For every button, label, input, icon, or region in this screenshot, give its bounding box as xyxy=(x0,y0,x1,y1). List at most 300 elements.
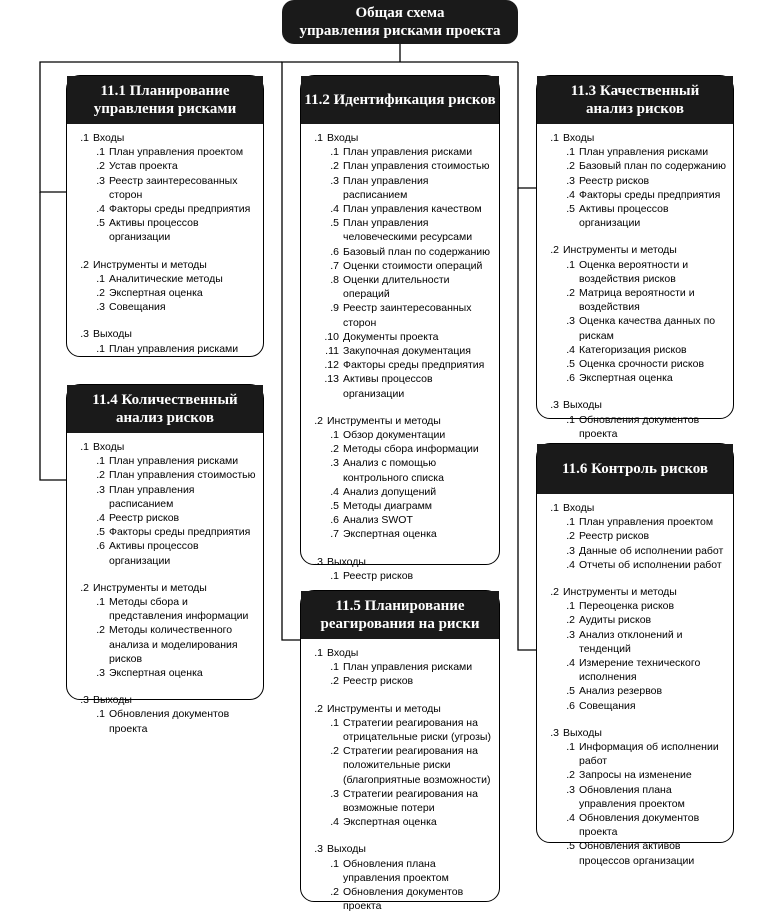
box-header xyxy=(301,76,499,124)
section-heading xyxy=(73,327,257,341)
item-number: .2 xyxy=(96,624,105,637)
item-text: Реестр рисков xyxy=(343,675,414,688)
box-header xyxy=(301,591,499,639)
section-number: .2 xyxy=(550,586,559,599)
item-text: Совещания xyxy=(579,699,636,712)
section-s3 xyxy=(307,842,493,913)
item-number: .3 xyxy=(566,174,575,187)
list-item xyxy=(543,314,727,342)
item-number: .6 xyxy=(96,540,105,553)
section-label: Входы xyxy=(563,502,595,514)
item-number: .3 xyxy=(330,174,339,187)
box-body xyxy=(67,124,263,356)
section-s3 xyxy=(543,398,727,441)
item-number: .1 xyxy=(96,146,105,159)
item-text: Реестр рисков xyxy=(579,174,650,187)
item-number: .3 xyxy=(96,667,105,680)
list-item xyxy=(543,145,727,159)
item-text: План управления рисками xyxy=(579,146,709,159)
item-number: .2 xyxy=(566,287,575,300)
list-item xyxy=(307,330,493,344)
list-item xyxy=(307,744,493,787)
item-number: .7 xyxy=(330,528,339,541)
item-number: .2 xyxy=(330,886,339,899)
item-number: .1 xyxy=(566,741,575,754)
list-item xyxy=(543,544,727,558)
item-text: Данные об исполнении работ xyxy=(579,544,724,557)
list-item xyxy=(307,145,493,159)
section-s1 xyxy=(73,440,257,568)
list-item xyxy=(307,372,493,400)
item-text: Факторы среды предприятия xyxy=(109,203,251,216)
process-box-11-2 xyxy=(300,75,500,582)
section-label: Выходы xyxy=(93,694,132,707)
section-number: .1 xyxy=(80,132,89,144)
item-text: Устав проекта xyxy=(109,160,178,173)
section-label: Инструменты и методы xyxy=(93,258,207,271)
section-number: .3 xyxy=(80,328,89,341)
item-number: .3 xyxy=(566,628,575,641)
item-number: .6 xyxy=(330,514,339,527)
item-text: Активы процессов организации xyxy=(109,217,199,244)
item-number: .6 xyxy=(330,245,339,258)
list-item xyxy=(307,716,493,744)
section-number: .1 xyxy=(550,132,559,144)
list-item xyxy=(73,707,257,735)
list-item xyxy=(73,623,257,666)
list-item xyxy=(73,159,257,173)
list-item xyxy=(543,529,727,543)
list-item xyxy=(543,783,727,811)
item-text: Активы процессов организации xyxy=(579,203,669,230)
item-text: План управления расписанием xyxy=(109,483,195,510)
box-title-line1: 11.3 Качественный xyxy=(570,83,700,99)
item-number: .2 xyxy=(566,160,575,173)
list-item xyxy=(307,358,493,372)
item-text: Обновления документов проекта xyxy=(343,886,464,913)
item-text: Обновления активов процессов организации xyxy=(579,840,695,867)
item-number: .5 xyxy=(96,526,105,539)
section-s1 xyxy=(307,131,493,401)
item-text: Закупочная документация xyxy=(343,345,471,358)
list-item xyxy=(307,428,493,442)
list-item xyxy=(73,202,257,216)
section-number: .3 xyxy=(314,843,323,856)
item-number: .4 xyxy=(566,188,575,201)
section-s2 xyxy=(73,258,257,315)
section-label: Выходы xyxy=(563,726,602,739)
list-item xyxy=(307,660,493,674)
item-number: .5 xyxy=(96,217,105,230)
item-text: Экспертная оценка xyxy=(109,287,203,300)
item-text: Реестр заинтересованных сторон xyxy=(109,174,238,201)
section-number: .3 xyxy=(550,726,559,739)
section-heading xyxy=(543,501,727,515)
section-label: Инструменты и методы xyxy=(93,581,207,594)
item-text: Экспертная оценка xyxy=(579,372,673,385)
item-text: Анализ резервов xyxy=(579,685,663,698)
list-item xyxy=(543,839,727,867)
item-number: .3 xyxy=(566,315,575,328)
list-item xyxy=(307,815,493,829)
section-label: Входы xyxy=(563,132,595,144)
diagram-title xyxy=(282,0,518,44)
list-item xyxy=(543,286,727,314)
item-number: .1 xyxy=(330,661,339,674)
item-text: Обновления документов проекта xyxy=(579,413,700,440)
list-item xyxy=(73,539,257,567)
list-item xyxy=(307,485,493,499)
list-item xyxy=(73,595,257,623)
list-item xyxy=(73,216,257,244)
section-s2 xyxy=(543,585,727,713)
list-item xyxy=(543,811,727,839)
diagram-title-line2: управления рисками проекта xyxy=(299,23,501,39)
item-number: .5 xyxy=(566,840,575,853)
list-item xyxy=(307,159,493,173)
box-header xyxy=(537,444,733,494)
section-number: .3 xyxy=(80,694,89,707)
list-item xyxy=(543,699,727,713)
item-text: Анализ отклонений и тенденций xyxy=(579,628,683,655)
list-item xyxy=(307,456,493,484)
item-number: .6 xyxy=(566,372,575,385)
item-number: .4 xyxy=(330,203,339,216)
process-box-11-3 xyxy=(536,75,734,440)
item-number: .4 xyxy=(566,812,575,825)
list-item xyxy=(307,273,493,301)
item-text: Матрица вероятности и воздействия xyxy=(579,287,695,314)
item-text: Обновления документов проекта xyxy=(579,812,700,839)
section-label: Выходы xyxy=(93,328,132,341)
item-number: .3 xyxy=(330,787,339,800)
item-number: .4 xyxy=(566,657,575,670)
box-title-line1: 11.1 Планирование xyxy=(100,83,230,99)
section-s1 xyxy=(543,501,727,572)
item-text: План управления расписанием xyxy=(343,174,429,201)
box-title-line1: 11.4 Количественный xyxy=(92,392,238,408)
item-number: .2 xyxy=(330,675,339,688)
item-text: Обновления плана управления проектом xyxy=(343,857,449,884)
item-text: План управления рисками xyxy=(343,146,473,159)
list-item xyxy=(307,569,493,583)
item-number: .9 xyxy=(330,302,339,315)
list-item xyxy=(543,258,727,286)
box-title-line2: анализ рисков xyxy=(586,101,684,117)
item-number: .4 xyxy=(566,558,575,571)
item-number: .2 xyxy=(566,530,575,543)
box-title-line1: 11.5 Планирование xyxy=(335,598,465,614)
item-text: Отчеты об исполнении работ xyxy=(579,558,722,571)
section-label: Инструменты и методы xyxy=(563,244,677,257)
item-number: .1 xyxy=(330,857,339,870)
item-number: .1 xyxy=(96,596,105,609)
item-text: План управления рисками xyxy=(109,342,239,355)
item-number: .4 xyxy=(330,485,339,498)
list-item xyxy=(543,174,727,188)
list-item xyxy=(73,174,257,202)
list-item xyxy=(73,272,257,286)
item-text: План управления рисками xyxy=(109,455,239,468)
item-number: .2 xyxy=(566,614,575,627)
item-text: Обзор документации xyxy=(343,429,446,442)
section-heading xyxy=(543,398,727,412)
list-item xyxy=(543,628,727,656)
list-item xyxy=(307,259,493,273)
list-item xyxy=(73,300,257,314)
list-item xyxy=(73,145,257,159)
item-text: Экспертная оценка xyxy=(109,667,203,680)
item-number: .4 xyxy=(96,512,105,525)
list-item xyxy=(307,344,493,358)
list-item xyxy=(307,857,493,885)
item-text: Оценка срочности рисков xyxy=(579,358,705,371)
section-heading xyxy=(543,131,727,145)
item-text: Анализ SWOT xyxy=(343,514,413,527)
box-body xyxy=(67,433,263,736)
list-item xyxy=(543,599,727,613)
section-number: .1 xyxy=(80,441,89,453)
section-label: Инструменты и методы xyxy=(327,414,441,427)
section-number: .1 xyxy=(314,647,323,659)
section-label: Входы xyxy=(93,441,125,453)
list-item xyxy=(543,413,727,441)
item-number: .1 xyxy=(96,455,105,468)
item-number: .1 xyxy=(566,516,575,529)
section-s2 xyxy=(73,581,257,680)
process-box-11-1 xyxy=(66,75,264,357)
box-body xyxy=(537,494,733,868)
list-item xyxy=(73,525,257,539)
item-text: Реестр рисков xyxy=(343,569,414,582)
section-s3 xyxy=(73,327,257,355)
item-text: Методы диаграмм xyxy=(343,500,433,513)
item-text: Анализ допущений xyxy=(343,485,437,498)
box-body xyxy=(537,124,733,441)
item-text: Категоризация рисков xyxy=(579,343,687,356)
list-item xyxy=(307,442,493,456)
section-s2 xyxy=(543,243,727,385)
section-s3 xyxy=(73,693,257,736)
section-s1 xyxy=(543,131,727,230)
item-text: Оценка вероятности и воздействия рисков xyxy=(579,258,689,285)
item-number: .2 xyxy=(96,469,105,482)
list-item xyxy=(543,202,727,230)
list-item xyxy=(73,454,257,468)
item-number: .3 xyxy=(96,483,105,496)
item-number: .1 xyxy=(566,146,575,159)
item-number: .4 xyxy=(566,343,575,356)
section-label: Инструменты и методы xyxy=(327,702,441,715)
item-number: .5 xyxy=(566,203,575,216)
item-number: .2 xyxy=(330,443,339,456)
item-number: .2 xyxy=(96,160,105,173)
item-text: План управления стоимостью xyxy=(343,160,490,173)
list-item xyxy=(543,740,727,768)
section-s1 xyxy=(307,646,493,689)
box-body xyxy=(301,639,499,913)
list-item xyxy=(543,159,727,173)
list-item xyxy=(73,468,257,482)
section-s1 xyxy=(73,131,257,245)
item-text: Активы процессов организации xyxy=(343,373,433,400)
section-heading xyxy=(307,702,493,716)
section-label: Входы xyxy=(327,647,359,659)
item-number: .1 xyxy=(96,342,105,355)
item-number: .5 xyxy=(566,358,575,371)
box-header xyxy=(67,385,263,433)
item-number: .10 xyxy=(324,330,339,343)
list-item xyxy=(307,174,493,202)
section-heading xyxy=(307,646,493,660)
section-heading xyxy=(543,726,727,740)
item-text: Реестр рисков xyxy=(579,530,650,543)
item-text: Запросы на изменение xyxy=(579,769,692,782)
section-heading xyxy=(543,585,727,599)
list-item xyxy=(73,286,257,300)
list-item xyxy=(73,342,257,356)
item-number: .4 xyxy=(96,203,105,216)
section-number: .2 xyxy=(80,581,89,594)
item-text: Переоценка рисков xyxy=(579,600,675,613)
item-text: План управления человеческими ресурсами xyxy=(343,217,473,244)
list-item xyxy=(307,885,493,913)
section-number: .2 xyxy=(550,244,559,257)
section-s2 xyxy=(307,414,493,542)
list-item xyxy=(73,511,257,525)
item-text: План управления проектом xyxy=(579,516,714,529)
section-heading xyxy=(73,693,257,707)
item-text: Информация об исполнении работ xyxy=(579,741,719,768)
list-item xyxy=(307,499,493,513)
item-text: План управления проектом xyxy=(109,146,244,159)
item-text: Методы сбора информации xyxy=(343,443,479,456)
item-text: Аудиты рисков xyxy=(579,614,652,627)
list-item xyxy=(543,558,727,572)
list-item xyxy=(307,216,493,244)
item-text: Стратегии реагирования на отрицательные риски (угрозы) xyxy=(343,716,491,744)
list-item xyxy=(307,527,493,541)
diagram-title-line1: Общая схема xyxy=(355,5,445,21)
item-text: Анализ с помощью контрольного списка xyxy=(343,457,444,484)
section-heading xyxy=(307,555,493,569)
item-text: План управления качеством xyxy=(343,203,482,216)
section-heading xyxy=(307,131,493,145)
item-text: Базовый план по содержанию xyxy=(579,160,727,173)
item-number: .2 xyxy=(96,287,105,300)
item-text: Факторы среды предприятия xyxy=(343,359,485,372)
item-number: .3 xyxy=(96,174,105,187)
section-label: Выходы xyxy=(327,843,366,856)
list-item xyxy=(543,343,727,357)
section-heading xyxy=(307,414,493,428)
process-box-11-6 xyxy=(536,443,734,867)
item-number: .2 xyxy=(330,160,339,173)
list-item xyxy=(307,301,493,329)
item-text: Стратегии реагирования на возможные потери xyxy=(343,787,478,815)
item-text: Активы процессов организации xyxy=(109,540,199,567)
box-title-line1: 11.2 Идентификация рисков xyxy=(304,92,496,108)
section-number: .2 xyxy=(80,258,89,271)
item-number: .1 xyxy=(330,429,339,442)
list-item xyxy=(543,613,727,627)
item-text: Аналитические методы xyxy=(109,272,223,285)
item-text: Методы количественного анализа и моделирования рисков xyxy=(109,624,238,665)
item-text: Факторы среды предприятия xyxy=(579,188,721,201)
item-text: Реестр заинтересованных сторон xyxy=(343,302,472,329)
item-text: План управления рисками xyxy=(343,661,473,674)
section-heading xyxy=(73,258,257,272)
item-number: .3 xyxy=(330,457,339,470)
item-text: Экспертная оценка xyxy=(343,528,437,541)
section-number: .1 xyxy=(550,502,559,514)
process-box-11-4 xyxy=(66,384,264,735)
item-text: План управления стоимостью xyxy=(109,469,256,482)
box-title-line2: управления рисками xyxy=(93,101,237,117)
item-number: .1 xyxy=(566,413,575,426)
section-label: Инструменты и методы xyxy=(563,586,677,599)
list-item xyxy=(543,371,727,385)
box-body xyxy=(301,124,499,583)
list-item xyxy=(543,357,727,371)
item-number: .1 xyxy=(566,600,575,613)
list-item xyxy=(307,202,493,216)
list-item xyxy=(307,674,493,688)
item-number: .8 xyxy=(330,274,339,287)
item-text: Документы проекта xyxy=(343,330,439,343)
item-number: .5 xyxy=(330,500,339,513)
process-box-11-5 xyxy=(300,590,500,913)
item-number: .3 xyxy=(566,544,575,557)
section-heading xyxy=(307,842,493,856)
section-s2 xyxy=(307,702,493,830)
item-number: .1 xyxy=(330,569,339,582)
box-title-line2: реагирования на риски xyxy=(320,616,480,632)
list-item xyxy=(543,656,727,684)
section-label: Входы xyxy=(93,132,125,144)
section-s3 xyxy=(307,555,493,583)
item-text: Оценки длительности операций xyxy=(343,274,450,301)
section-label: Входы xyxy=(327,132,359,144)
list-item xyxy=(73,666,257,680)
section-number: .3 xyxy=(550,399,559,412)
item-number: .1 xyxy=(96,272,105,285)
section-label: Выходы xyxy=(327,555,366,568)
item-text: Методы сбора и представления информации xyxy=(109,596,249,623)
list-item xyxy=(307,513,493,527)
item-text: Совещания xyxy=(109,301,166,314)
item-number: .7 xyxy=(330,259,339,272)
box-header xyxy=(67,76,263,124)
section-number: .2 xyxy=(314,702,323,715)
item-number: .2 xyxy=(566,769,575,782)
item-number: .1 xyxy=(96,708,105,721)
list-item xyxy=(307,787,493,815)
list-item xyxy=(543,768,727,782)
item-text: Обновления плана управления проектом xyxy=(579,783,685,810)
item-text: Реестр рисков xyxy=(109,512,180,525)
list-item xyxy=(543,684,727,698)
item-text: Базовый план по содержанию xyxy=(343,245,491,258)
item-number: .1 xyxy=(330,146,339,159)
box-header xyxy=(537,76,733,124)
section-heading xyxy=(73,581,257,595)
item-text: Экспертная оценка xyxy=(343,816,437,829)
section-number: .3 xyxy=(314,555,323,568)
item-number: .12 xyxy=(324,359,339,372)
section-number: .1 xyxy=(314,132,323,144)
section-label: Выходы xyxy=(563,399,602,412)
